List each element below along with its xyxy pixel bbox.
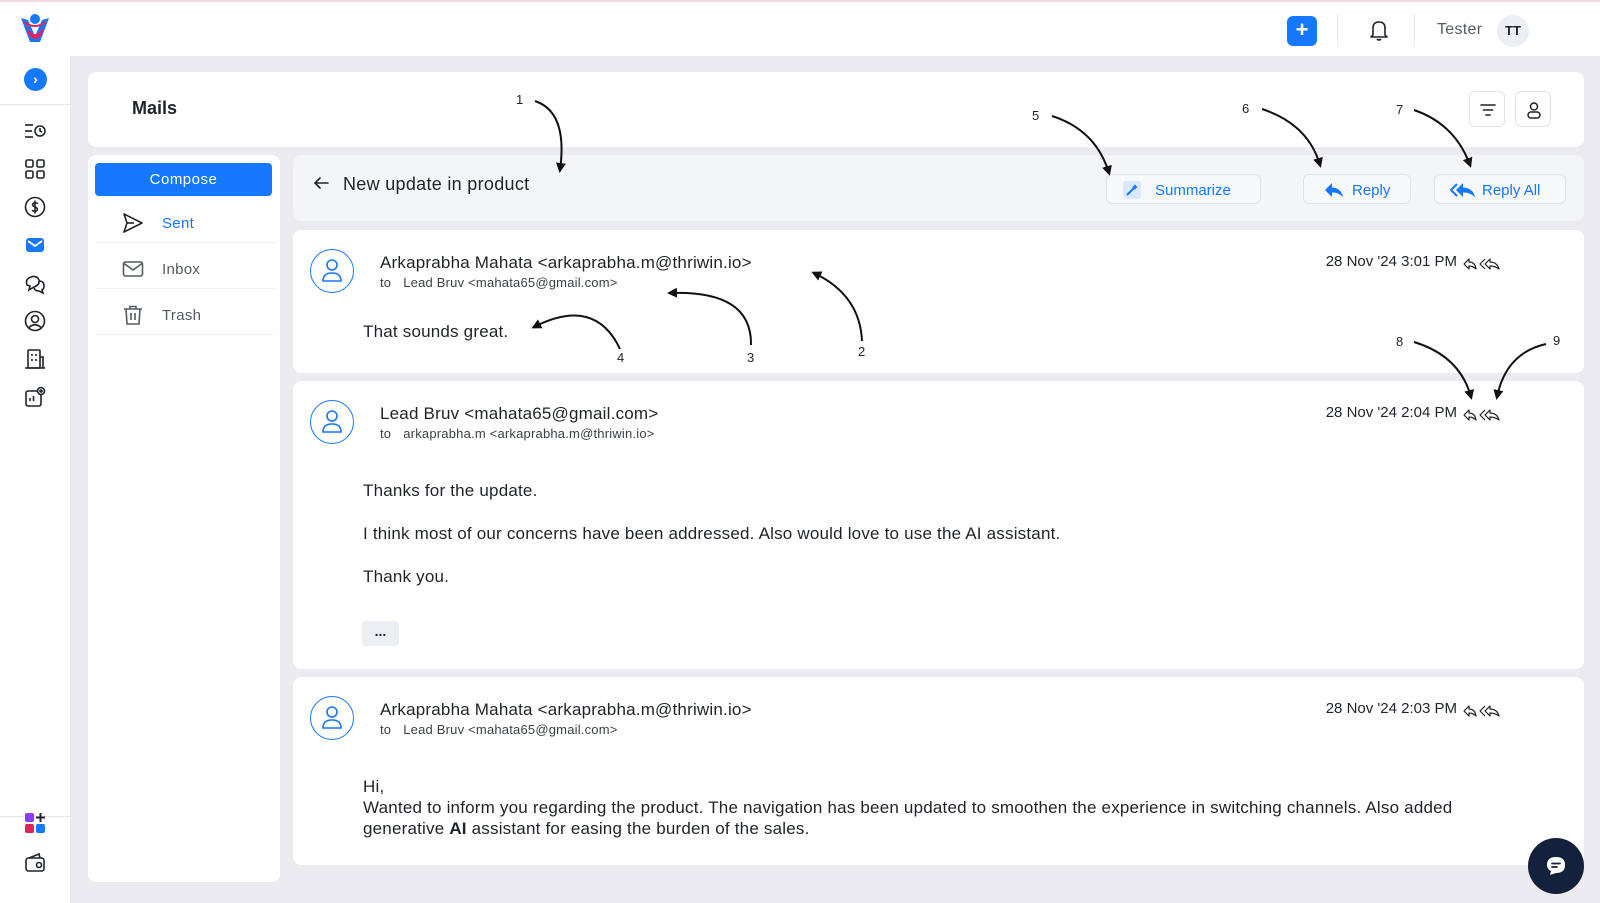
mail-to: Lead Bruv <mahata65@gmail.com> xyxy=(403,722,618,737)
mail-from: Arkaprabha Mahata <arkaprabha.m@thriwin.io> xyxy=(380,253,752,272)
chat-bubbles-icon[interactable] xyxy=(23,271,47,295)
plus-icon: + xyxy=(1295,17,1309,42)
mail-folder-nav xyxy=(88,155,280,882)
summarize-button[interactable] xyxy=(1106,174,1261,204)
mail-body xyxy=(363,480,1060,609)
annotation-label: 4 xyxy=(617,350,625,365)
thread-subject: New update in product xyxy=(343,174,530,194)
back-arrow-icon[interactable] xyxy=(311,173,331,193)
mail-to: arkaprabha.m <arkaprabha.m@thriwin.io> xyxy=(403,426,655,441)
annotation-label: 8 xyxy=(1396,334,1404,349)
mail-body xyxy=(363,321,508,364)
mail-body-line: Thanks for the update. xyxy=(363,481,538,500)
reply-all-button[interactable] xyxy=(1434,174,1566,204)
trash-icon xyxy=(121,303,145,327)
mail-from: Lead Bruv <mahata65@gmail.com> xyxy=(380,404,659,423)
folder-label: Trash xyxy=(162,307,202,324)
mail-recipients xyxy=(380,426,655,441)
annotation-label: 3 xyxy=(747,350,755,365)
send-icon xyxy=(121,211,145,235)
to-label: to xyxy=(380,426,392,441)
mail-to: Lead Bruv <mahata65@gmail.com> xyxy=(403,275,618,290)
mail-body-line: I think most of our concerns have been addressed. Also would love to use the AI assistant. xyxy=(363,524,1061,543)
reply-icon xyxy=(1324,181,1344,199)
mails-header xyxy=(88,72,1584,147)
report-settings-icon[interactable] xyxy=(23,385,47,409)
reply-label: Reply xyxy=(1352,182,1391,199)
compose-button[interactable]: Compose xyxy=(95,163,272,196)
page-title: Mails xyxy=(132,98,178,118)
filter-icon xyxy=(1478,100,1498,120)
annotation-label: 7 xyxy=(1396,102,1404,117)
inbox-icon xyxy=(121,257,145,281)
mail-recipients xyxy=(380,722,618,737)
wallet-icon[interactable] xyxy=(23,851,47,875)
user-name[interactable]: Tester xyxy=(1437,21,1483,38)
reply-button[interactable] xyxy=(1303,174,1411,204)
filter-button[interactable] xyxy=(1469,91,1505,127)
mini-reply-all-icon[interactable] xyxy=(1480,259,1499,269)
mail-body-greeting: Hi, xyxy=(363,777,385,796)
mini-reply-actions xyxy=(1462,407,1504,423)
mini-reply-icon[interactable] xyxy=(1464,410,1476,420)
folder-label: Inbox xyxy=(162,261,201,278)
mail-body-text: assistant for easing the burden of the sales. xyxy=(466,819,810,838)
mini-reply-all-icon[interactable] xyxy=(1480,706,1499,716)
summarize-label: Summarize xyxy=(1155,182,1231,199)
sender-avatar xyxy=(310,696,354,740)
mini-reply-actions xyxy=(1462,703,1504,719)
user-icon xyxy=(321,409,343,435)
activity-list-icon[interactable] xyxy=(23,119,47,143)
mini-reply-icon[interactable] xyxy=(1464,706,1476,716)
mail-body-line xyxy=(363,797,1493,839)
app-sidebar xyxy=(0,56,71,903)
mail-from: Arkaprabha Mahata <arkaprabha.m@thriwin.io> xyxy=(380,700,752,719)
mail-message[interactable] xyxy=(293,381,1584,669)
divider xyxy=(1414,14,1415,46)
annotation-label: 5 xyxy=(1032,108,1040,123)
chat-icon xyxy=(1544,854,1568,878)
folder-trash[interactable] xyxy=(95,295,275,335)
building-icon[interactable] xyxy=(23,347,47,371)
mail-message[interactable] xyxy=(293,230,1584,373)
mail-date: 28 Nov '24 2:03 PM xyxy=(1325,700,1457,717)
mail-body-text: Wanted to inform you regarding the product. The navigation has been updated to smoothen the experience in switching channels. Also added generative xyxy=(363,798,1453,838)
show-trimmed-content-button[interactable]: ... xyxy=(362,621,399,646)
sender-avatar xyxy=(310,400,354,444)
reply-all-icon xyxy=(1450,181,1476,199)
mini-reply-actions xyxy=(1462,256,1504,272)
mini-reply-icon[interactable] xyxy=(1464,259,1476,269)
user-icon xyxy=(321,705,343,731)
divider xyxy=(1337,14,1338,46)
mail-body-line: Thank you. xyxy=(363,567,450,586)
user-icon xyxy=(1524,100,1544,120)
bell-icon[interactable] xyxy=(1365,16,1393,44)
top-bar xyxy=(0,0,1600,56)
folder-label: Sent xyxy=(162,215,195,232)
to-label: to xyxy=(380,722,392,737)
mail-body-line: That sounds great. xyxy=(363,322,509,341)
logo-icon[interactable] xyxy=(18,12,52,46)
folder-inbox[interactable] xyxy=(95,249,275,289)
expand-sidebar-button[interactable] xyxy=(24,68,47,91)
mail-date: 28 Nov '24 3:01 PM xyxy=(1325,253,1457,270)
annotation-label: 6 xyxy=(1242,101,1250,116)
sender-avatar xyxy=(310,249,354,293)
chat-support-button[interactable] xyxy=(1528,838,1584,894)
apps-plus-icon[interactable] xyxy=(23,811,47,835)
reply-all-label: Reply All xyxy=(1482,182,1541,199)
mail-message[interactable] xyxy=(293,677,1584,865)
annotation-label: 2 xyxy=(858,344,866,359)
dashboard-grid-icon[interactable] xyxy=(23,157,47,181)
chevron-right-icon: › xyxy=(33,71,38,87)
annotation-label: 1 xyxy=(516,92,524,107)
mail-date: 28 Nov '24 2:04 PM xyxy=(1325,404,1457,421)
user-icon xyxy=(321,258,343,284)
mail-body-bold: AI xyxy=(449,819,467,838)
thread-subject-bar xyxy=(293,155,1584,221)
divider xyxy=(0,104,71,105)
user-filter-button[interactable] xyxy=(1515,91,1551,127)
user-avatar[interactable]: TT xyxy=(1497,15,1529,47)
magic-wand-icon xyxy=(1123,181,1141,199)
dollar-icon[interactable] xyxy=(23,195,47,219)
user-circle-icon[interactable] xyxy=(23,309,47,333)
folder-sent[interactable] xyxy=(95,203,275,243)
mini-reply-all-icon[interactable] xyxy=(1480,410,1499,420)
mail-body xyxy=(363,776,1493,839)
mail-recipients xyxy=(380,275,618,290)
annotation-label: 9 xyxy=(1553,333,1561,348)
create-button[interactable] xyxy=(1287,16,1317,46)
mail-icon[interactable] xyxy=(23,233,47,257)
to-label: to xyxy=(380,275,392,290)
